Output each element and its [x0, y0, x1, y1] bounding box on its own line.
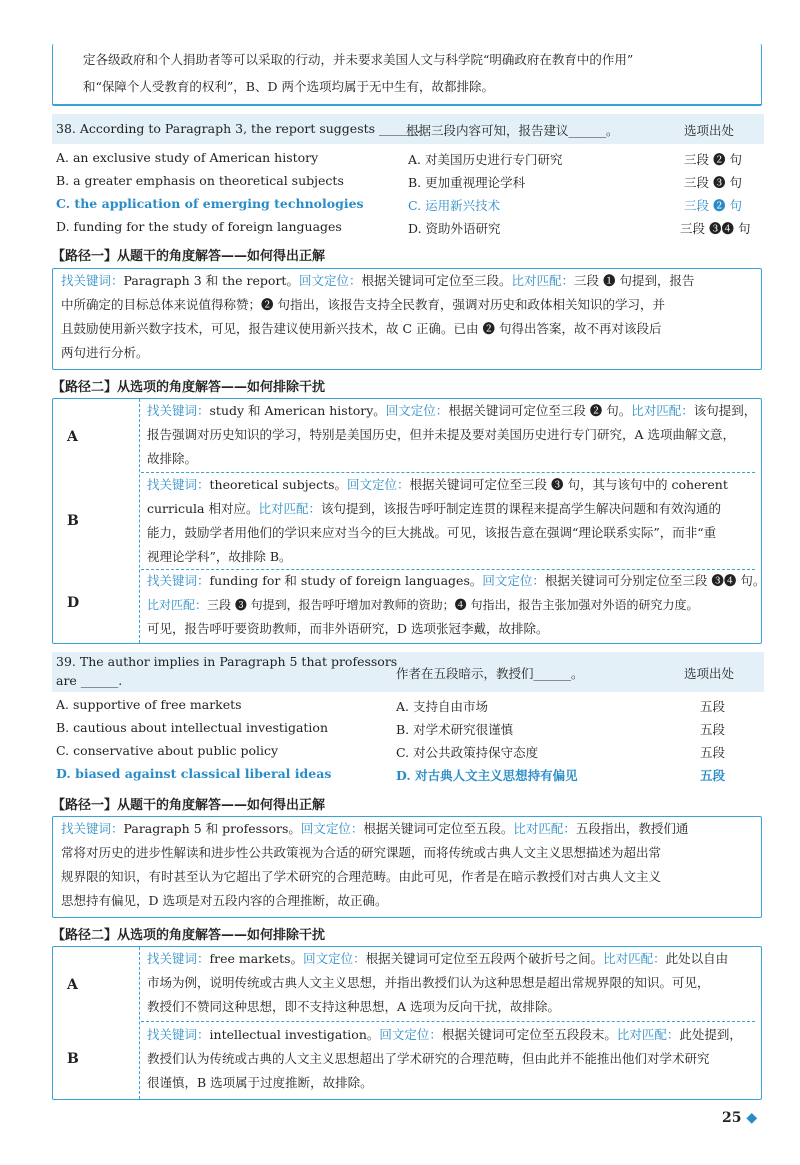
- q39-route2-box: [52, 946, 762, 1100]
- q38-header: [52, 114, 764, 144]
- q38-r2a-t3: 该句提到，: [693, 403, 757, 418]
- q38-r2a-t2: 根据关键词可定位至三段 ❷ 句。: [448, 403, 632, 418]
- divider: [139, 947, 140, 1099]
- locate-label: 回文定位：: [379, 1027, 442, 1042]
- q38-r1-l3: 且鼓励使用新兴数字技术，可见，报告建议使用新兴技术，故 C 正确。已由 ❷ 句得出答案，故不再对该段后: [61, 321, 662, 336]
- q38-opt-c-en: C. the application of emerging technologies: [56, 196, 364, 211]
- q38-stem-en: 38. According to Paragraph 3, the report suggests ______.: [56, 121, 421, 136]
- keyword-label: 找关键词：: [61, 821, 124, 836]
- q38-opt-d-en: D. funding for the study of foreign languages: [56, 219, 342, 234]
- q39-r1-l4: 思想持有偏见，D 选项是对五段内容的合理推断，故正确。: [61, 893, 388, 908]
- q39-r2b-t2: 根据关键词可定位至五段段末。: [441, 1027, 617, 1042]
- q38-r2d-l3: 可见，报告呼吁要资助教师，而非外语研究，D 选项张冠李戴，故排除。: [147, 621, 549, 636]
- q38-route1-box: [52, 268, 762, 370]
- q38-r2a-t1: study 和 American history。: [209, 403, 386, 418]
- q39-opt-d-src: 五段: [700, 768, 726, 783]
- q39-opt-a-cn: A. 支持自由市场: [396, 699, 488, 714]
- q39-r2a-l2: 市场为例，说明传统或古典人文主义思想，并指出教授们认为这种思想是超出常规界限的知识。可见，: [147, 975, 710, 990]
- q39-r2a-t1: free markets。: [209, 951, 304, 966]
- q38-opt-b-src: 三段 ❸ 句: [684, 175, 742, 190]
- q38-route2-box: [52, 398, 766, 644]
- q39-header: [52, 652, 764, 692]
- q39-r2a-l3: 教授们不赞同这种思想，即不支持这种思想，A 选项为反向干扰，故排除。: [147, 999, 561, 1014]
- q39-opt-a-en: A. supportive of free markets: [56, 697, 242, 712]
- q39-r1-l3: 规界限的知识，有时甚至认为它超出了学术研究的合理范畴。由此可见，作者是在暗示教授们对古典人文主义: [61, 869, 662, 884]
- cap-icon: ◆: [746, 1110, 758, 1126]
- locate-label: 回文定位：: [303, 951, 366, 966]
- q38-r1-l2: 中所确定的目标总体来说值得称赞；❷ 句指出，该报告支持全民教育，强调对历史和政体相关知识的学习，并: [61, 297, 665, 312]
- top-line-1: 定各级政府和个人捐助者等可以采取的行动，并未要求美国人文与科学院“明确政府在教育中的作用”: [83, 52, 634, 67]
- q38-r2b-t2: 根据关键词可定位至三段 ❸ 句，其与该句中的 coherent: [409, 477, 728, 492]
- locate-label: 回文定位：: [300, 821, 364, 836]
- q38-opt-b-cn: B. 更加重视理论学科: [408, 175, 526, 190]
- q39-route1-text: [61, 817, 688, 913]
- q39-col-label: 选项出处: [684, 666, 735, 681]
- q38-opt-a-cn: A. 对美国历史进行专门研究: [408, 152, 563, 167]
- page-number: [722, 1110, 757, 1126]
- top-line-2: 和“保障个人受教育的权利”，B、D 两个选项均属于无中生有，故都排除。: [83, 79, 494, 94]
- q39-r2a-t3: 此处以自由: [665, 951, 729, 966]
- q39-opt-b-en: B. cautious about intellectual investigation: [56, 720, 329, 735]
- q39-r1-t2: 根据关键词可定位至五段。: [363, 821, 514, 836]
- keyword-label: 找关键词：: [147, 951, 210, 966]
- q38-r1-t2: 根据关键词可定位至三段。: [361, 273, 512, 288]
- q38-r2-a-text: [147, 399, 756, 471]
- q38-col-label: 选项出处: [684, 123, 735, 138]
- locate-label: 回文定位：: [298, 273, 362, 288]
- q39-opt-c-en: C. conservative about public policy: [56, 743, 279, 758]
- q38-opt-c-cn: C. 运用新兴技术: [408, 198, 501, 213]
- keyword-label: 找关键词：: [61, 273, 124, 288]
- dashed-separator: [141, 1021, 755, 1022]
- q38-r2d-t2: 根据关键词可分别定位至三段 ❸❹ 句。: [544, 573, 766, 588]
- option-letter-a: A: [67, 977, 78, 993]
- q38-r2b-t3: curricula 相对应。: [147, 501, 259, 516]
- q39-route2-title: 【路径二】从选项的角度解答——如何排除干扰: [52, 928, 326, 943]
- q38-opt-a-src: 三段 ❷ 句: [684, 152, 742, 167]
- compare-label: 比对匹配：: [511, 273, 574, 288]
- q38-r2a-l2: 报告强调对历史知识的学习，特别是美国历史，但并未提及要对美国历史进行专门研究，A 选项曲解文意，: [147, 427, 736, 442]
- option-letter-d: D: [67, 595, 80, 611]
- q38-r2b-l4: 视理论学科”，故排除 B。: [147, 549, 292, 564]
- q38-opt-d-src: 三段 ❸❹ 句: [680, 221, 751, 236]
- top-continuation-box: [52, 44, 762, 106]
- q38-opt-b-en: B. a greater emphasis on theoretical subjects: [56, 173, 344, 188]
- q39-opt-c-cn: C. 对公共政策持保守态度: [396, 745, 539, 760]
- locate-label: 回文定位：: [347, 477, 410, 492]
- q38-opt-a-en: A. an exclusive study of American history: [56, 150, 319, 165]
- option-letter-a: A: [67, 429, 78, 445]
- q38-route2-title: 【路径二】从选项的角度解答——如何排除干扰: [52, 380, 326, 395]
- option-letter-b: B: [67, 1051, 79, 1067]
- q38-r2d-t3: 三段 ❸ 句提到，报告呼吁增加对教师的资助；❹ 句指出，报告主张加强对外语的研究力度。: [207, 598, 699, 612]
- q39-opt-b-cn: B. 对学术研究很谨慎: [396, 722, 514, 737]
- q39-route1-box: [52, 816, 762, 918]
- q38-r2a-l3: 故排除。: [147, 451, 198, 466]
- q38-r2d-t1: funding for 和 study of foreign languages。: [209, 573, 483, 588]
- q39-r2b-t3: 此处提到，: [679, 1027, 742, 1042]
- q38-route1-text: [61, 269, 694, 365]
- q38-r1-t1: Paragraph 3 和 the report。: [123, 273, 299, 288]
- q38-r1-l4: 两句进行分析。: [61, 345, 149, 360]
- q39-opt-a-src: 五段: [700, 699, 726, 714]
- q39-stem-en-1: 39. The author implies in Paragraph 5 that professors: [56, 654, 398, 669]
- q39-r2a-t2: 根据关键词可定位至五段两个破折号之间。: [365, 951, 604, 966]
- q39-r2b-l2: 教授们认为传统或古典的人文主义思想超出了学术研究的合理范畴，但由此并不能推出他们对学术研究: [147, 1051, 710, 1066]
- q39-opt-d-en: D. biased against classical liberal ideas: [56, 766, 332, 781]
- q39-r1-t1: Paragraph 5 和 professors。: [123, 821, 301, 836]
- compare-label: 比对匹配：: [258, 501, 321, 516]
- locate-label: 回文定位：: [385, 403, 449, 418]
- option-letter-b: B: [67, 513, 79, 529]
- q38-r2b-t1: theoretical subjects。: [209, 477, 348, 492]
- q38-route1-title: 【路径一】从题干的角度解答——如何得出正解: [52, 249, 326, 264]
- compare-label: 比对匹配：: [616, 1027, 680, 1042]
- q39-opt-c-src: 五段: [700, 745, 726, 760]
- q38-r2b-l3: 能力，鼓励学者用他们的学识来应对当今的巨大挑战。可见，该报告意在强调“理论联系实际”，而非“重: [147, 525, 717, 540]
- compare-label: 比对匹配：: [631, 403, 694, 418]
- q38-stem-cn: 根据三段内容可知，报告建议______。: [406, 123, 619, 138]
- compare-label: 比对匹配：: [513, 821, 576, 836]
- q39-stem-en-2: are ______.: [56, 673, 123, 688]
- compare-label: 比对匹配：: [603, 951, 666, 966]
- q39-r2-a-text: [147, 947, 728, 1019]
- q38-opt-c-src: 三段 ❷ 句: [684, 198, 742, 213]
- q38-r1-t3: 三段 ❶ 句提到，报告: [574, 273, 695, 288]
- keyword-label: 找关键词：: [147, 403, 210, 418]
- compare-label: 比对匹配：: [147, 598, 208, 612]
- q38-r2-d-text: [147, 569, 765, 641]
- keyword-label: 找关键词：: [147, 573, 210, 588]
- locate-label: 回文定位：: [482, 573, 545, 588]
- divider: [139, 399, 140, 643]
- keyword-label: 找关键词：: [147, 477, 210, 492]
- q38-r2-b-text: [147, 473, 728, 569]
- page-number-text: 25: [722, 1110, 742, 1126]
- q39-r2b-l3: 很谨慎，B 选项属于过度推断，故排除。: [147, 1075, 373, 1090]
- q39-r2-b-text: [147, 1023, 742, 1095]
- q39-route1-title: 【路径一】从题干的角度解答——如何得出正解: [52, 798, 326, 813]
- q39-r2b-t1: intellectual investigation。: [209, 1027, 380, 1042]
- q39-r1-l2: 常将对历史的进步性解读和进步性公共政策视为合适的研究课题，而将传统或古典人文主义思想描述为超出常: [61, 845, 662, 860]
- q39-opt-d-cn: D. 对古典人文主义思想持有偏见: [396, 768, 578, 783]
- q38-opt-d-cn: D. 资助外语研究: [408, 221, 501, 236]
- q39-opt-b-src: 五段: [700, 722, 726, 737]
- keyword-label: 找关键词：: [147, 1027, 210, 1042]
- q39-r1-t3: 五段指出，教授们通: [575, 821, 689, 836]
- q39-stem-cn: 作者在五段暗示，教授们______。: [396, 666, 584, 681]
- q38-r2b-t4: 该句提到，该报告呼吁制定连贯的课程来提高学生解决问题和有效沟通的: [321, 501, 722, 516]
